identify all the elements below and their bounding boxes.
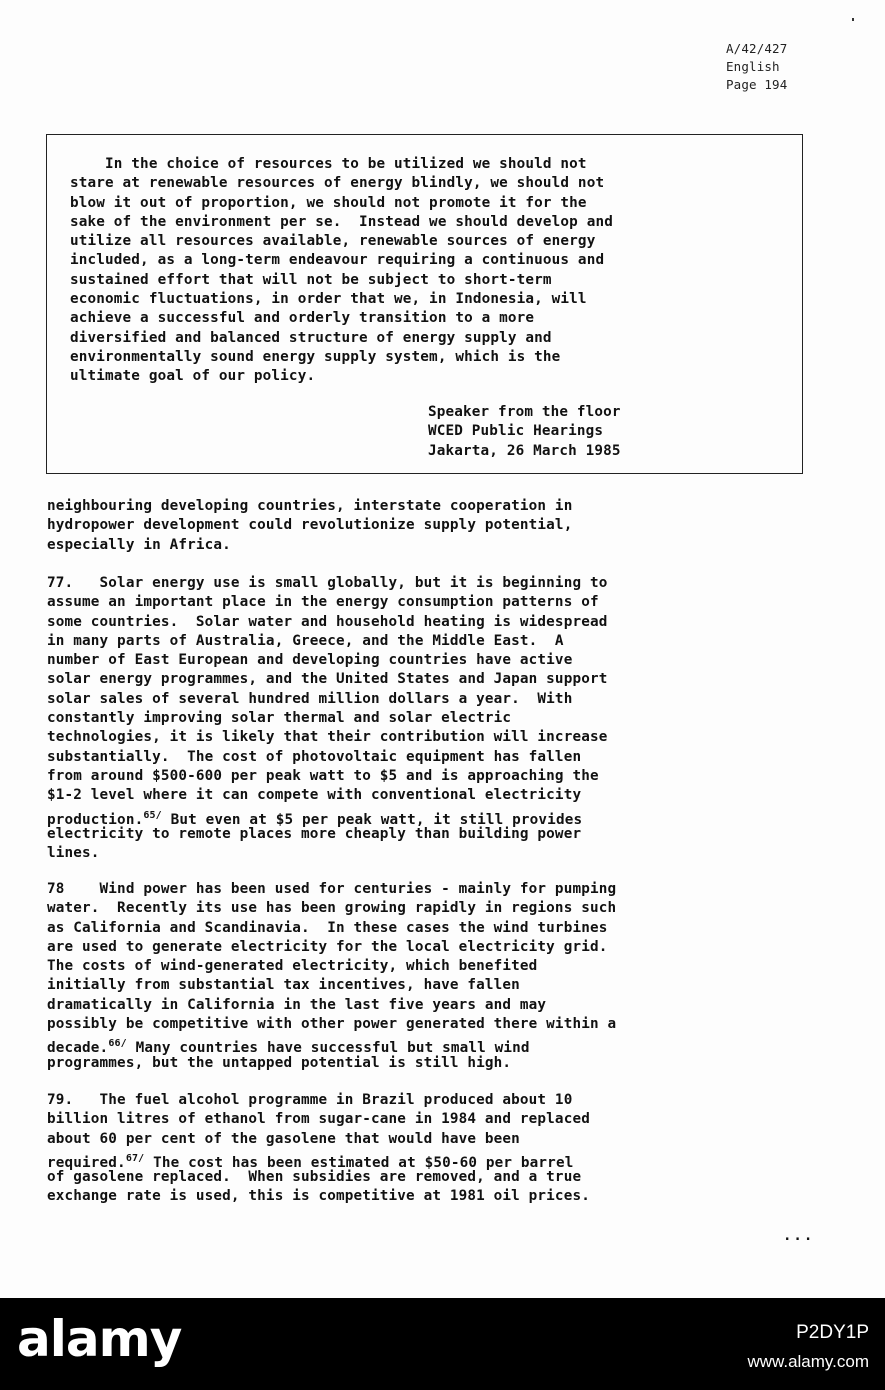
quote-line: included, as a long-term endeavour requiring a continuous and <box>70 252 605 269</box>
text-line: electricity to remote places more cheaply than building power <box>47 825 582 842</box>
quote-line: sustained effort that will not be subject to short-term <box>70 271 552 288</box>
footnote-ref: 66/ <box>108 1038 127 1050</box>
text-segment: Many countries have successful but small wind <box>126 1040 530 1057</box>
text-line: neighbouring developing countries, interstate cooperation in <box>47 498 573 514</box>
quote-line: economic fluctuations, in order that we, in Indonesia, will <box>70 291 587 308</box>
quote-attribution <box>428 403 621 461</box>
text-line: constantly improving solar thermal and solar electric <box>47 710 512 727</box>
text-segment: production. <box>47 811 144 828</box>
attribution-event: WCED Public Hearings <box>428 423 604 440</box>
quote-line: In the choice of resources to be utilized we should not <box>70 156 587 172</box>
paragraph-78 <box>47 880 616 1073</box>
text-line: dramatically in California in the last five years and may <box>47 996 547 1013</box>
document-symbol: A/42/427 <box>726 41 788 56</box>
quote-line: sake of the environment per se. Instead we should develop and <box>70 213 613 230</box>
text-line: about 60 per cent of the gasolene that would have been <box>47 1130 520 1147</box>
text-line: substantially. The cost of photovoltaic equipment has fallen <box>47 748 582 765</box>
text-line: of gasolene replaced. When subsidies are removed, and a true <box>47 1169 582 1186</box>
quote-line: blow it out of proportion, we should not promote it for the <box>70 194 587 211</box>
text-line: $1-2 level where it can compete with conventional electricity <box>47 787 582 804</box>
image-id: P2DY1P <box>796 1322 869 1343</box>
text-line: solar energy programmes, and the United States and Japan support <box>47 671 608 688</box>
text-line: solar sales of several hundred million dollars a year. With <box>47 690 573 707</box>
text-line: exchange rate is used, this is competitive at 1981 oil prices. <box>47 1188 590 1205</box>
document-language: English <box>726 59 780 74</box>
continuation-paragraph <box>47 497 572 555</box>
text-line: possibly be competitive with other power generated there within a <box>47 1016 617 1033</box>
continued-mark: ... <box>783 1228 815 1244</box>
site-url: www.alamy.com <box>747 1352 869 1371</box>
text-line: some countries. Solar water and household heating is widespread <box>47 613 608 630</box>
text-line: from around $500-600 per peak watt to $5 and is approaching the <box>47 767 599 784</box>
paragraph-77 <box>47 574 607 863</box>
quote-line: stare at renewable resources of energy blindly, we should not <box>70 175 605 192</box>
text-line: in many parts of Australia, Greece, and the Middle East. A <box>47 632 564 649</box>
text-line: hydropower development could revolutionize supply potential, <box>47 517 573 534</box>
text-line: as California and Scandinavia. In these cases the wind turbines <box>47 919 608 936</box>
text-segment: required. <box>47 1154 126 1171</box>
text-line: The costs of wind-generated electricity, which benefited <box>47 958 538 975</box>
alamy-logo: alamy <box>17 1310 182 1368</box>
text-segment: But even at $5 per peak watt, it still provides <box>161 811 583 828</box>
text-line: 78 Wind power has been used for centuries - mainly for pumping <box>47 881 617 897</box>
attribution-speaker: Speaker from the floor <box>428 404 621 420</box>
text-line: programmes, but the untapped potential is still high. <box>47 1054 512 1071</box>
footnote-line <box>47 806 607 828</box>
text-segment: decade. <box>47 1040 109 1057</box>
footnote-line <box>47 1149 590 1171</box>
text-line: 79. The fuel alcohol programme in Brazil produced about 10 <box>47 1092 573 1108</box>
quote-box <box>46 134 803 474</box>
text-line: water. Recently its use has been growing rapidly in regions such <box>47 900 617 917</box>
quote-line: environmentally sound energy supply system, which is the <box>70 348 561 365</box>
quote-text <box>70 155 613 387</box>
text-line: lines. <box>47 845 100 862</box>
quote-line: utilize all resources available, renewable sources of energy <box>70 233 596 250</box>
quote-line: achieve a successful and orderly transition to a more <box>70 310 535 327</box>
text-line: are used to generate electricity for the local electricity grid. <box>47 938 608 955</box>
footnote-line <box>47 1034 616 1057</box>
page-number: Page 194 <box>726 77 788 92</box>
text-line: technologies, it is likely that their contribution will increase <box>47 729 608 746</box>
document-header <box>726 40 787 94</box>
attribution-place-date: Jakarta, 26 March 1985 <box>428 442 621 459</box>
scan-speck <box>852 18 854 21</box>
text-line: number of East European and developing countries have active <box>47 652 573 669</box>
quote-line: diversified and balanced structure of energy supply and <box>70 329 552 346</box>
paragraph-79 <box>47 1091 590 1207</box>
text-line: billion litres of ethanol from sugar-cane in 1984 and replaced <box>47 1111 590 1128</box>
quote-line: ultimate goal of our policy. <box>70 368 316 385</box>
text-line: assume an important place in the energy consumption patterns of <box>47 594 599 611</box>
footnote-ref: 65/ <box>143 809 162 821</box>
text-segment: The cost has been estimated at $50-60 per barrel <box>144 1154 574 1171</box>
text-line: especially in Africa. <box>47 536 231 553</box>
text-line: initially from substantial tax incentives, have fallen <box>47 977 520 994</box>
footnote-ref: 67/ <box>125 1152 145 1164</box>
text-line: 77. Solar energy use is small globally, but it is beginning to <box>47 575 608 591</box>
